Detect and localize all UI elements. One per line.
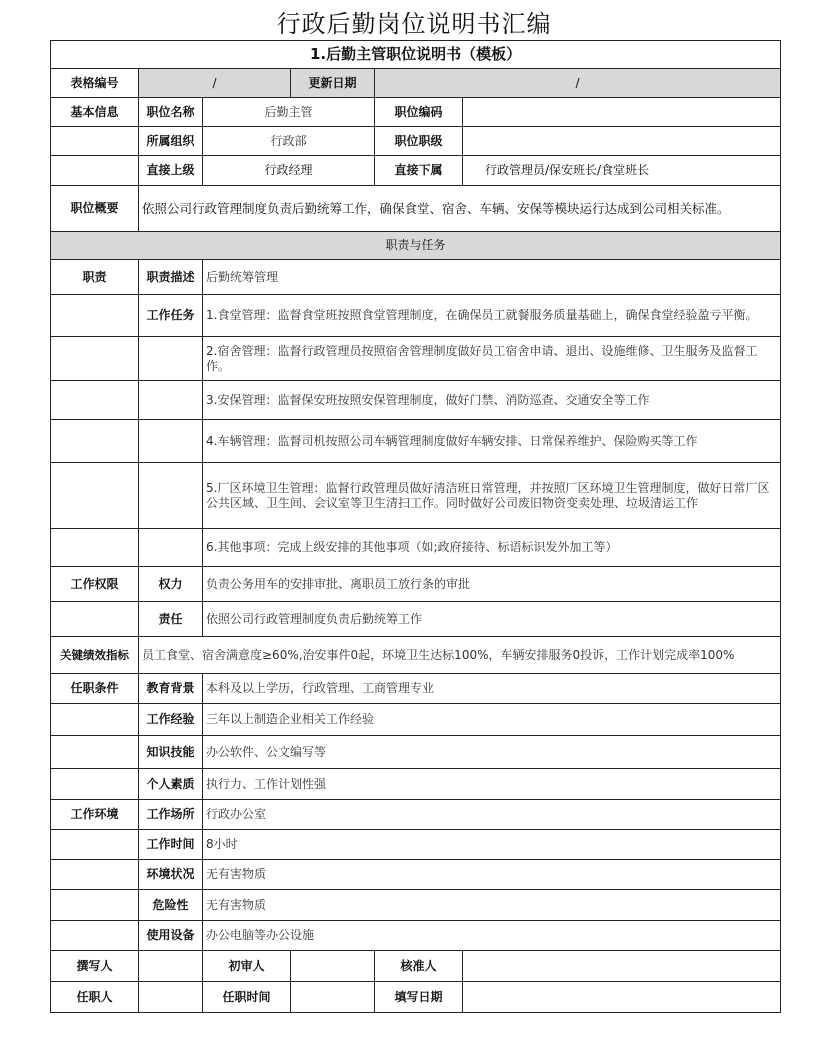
overview-label: 职位概要	[51, 186, 139, 232]
qualification-row	[51, 674, 781, 704]
subordinate-value[interactable]: 行政管理员/保安班长/食堂班长	[463, 156, 781, 186]
empty-cell	[51, 860, 139, 890]
kpi-text[interactable]: 员工食堂、宿舍满意度≥60%,治安事件0起，环境卫生达标100%，车辆安排服务0投诉，工作计划完成率100%	[139, 637, 781, 674]
duties-section-title: 职责与任务	[51, 232, 781, 260]
duty-desc-value[interactable]: 后勤统筹管理	[203, 260, 781, 295]
skills-value[interactable]: 办公软件、公文编写等	[203, 736, 781, 769]
task-row	[51, 337, 781, 381]
empty-cell	[51, 156, 139, 186]
form-title: 1.后勤主管职位说明书（模板）	[51, 41, 781, 69]
job-code-value[interactable]	[463, 98, 781, 127]
authority-duty-row	[51, 602, 781, 637]
basic-info-row-3	[51, 156, 781, 186]
form-no-label: 表格编号	[51, 69, 139, 98]
task-item[interactable]: 2.宿舍管理：监督行政管理员按照宿舍管理制度做好员工宿舍申请、退出、设施维修、卫生服务及监督工作。	[203, 337, 781, 381]
empty-cell	[51, 529, 139, 567]
equipment-label: 使用设备	[139, 921, 203, 951]
empty-cell	[51, 602, 139, 637]
workplace-value[interactable]: 行政办公室	[203, 800, 781, 830]
duties-section-row	[51, 232, 781, 260]
task-row	[51, 420, 781, 463]
duties-label: 职责	[51, 260, 139, 295]
superior-label: 直接上级	[139, 156, 203, 186]
environment-row	[51, 860, 781, 890]
hold-time-value[interactable]	[291, 982, 375, 1013]
environment-label: 工作环境	[51, 800, 139, 830]
update-date-value[interactable]: /	[375, 69, 781, 98]
authority-label: 工作权限	[51, 567, 139, 602]
env-condition-label: 环境状况	[139, 860, 203, 890]
empty-cell	[139, 463, 203, 529]
responsibility-value[interactable]: 依照公司行政管理制度负责后勤统筹工作	[203, 602, 781, 637]
authority-power-row	[51, 567, 781, 602]
form-meta-row	[51, 69, 781, 98]
qualification-row	[51, 704, 781, 736]
environment-row	[51, 830, 781, 860]
approver-label: 核准人	[375, 951, 463, 982]
job-level-label: 职位职级	[375, 127, 463, 156]
personal-quality-label: 个人素质	[139, 769, 203, 800]
empty-cell	[51, 463, 139, 529]
fill-date-value[interactable]	[463, 982, 781, 1013]
tasks-label: 工作任务	[139, 295, 203, 337]
task-row	[51, 529, 781, 567]
experience-value[interactable]: 三年以上制造企业相关工作经验	[203, 704, 781, 736]
empty-cell	[51, 890, 139, 921]
empty-cell	[139, 420, 203, 463]
empty-cell	[51, 295, 139, 337]
overview-text[interactable]: 依照公司行政管理制度负责后勤统筹工作，确保食堂、宿舍、车辆、安保等模块运行达成到公司相关标准。	[139, 186, 781, 232]
power-value[interactable]: 负责公务用车的安排审批、离职员工放行条的审批	[203, 567, 781, 602]
signoff-row	[51, 982, 781, 1013]
basic-info-label: 基本信息	[51, 98, 139, 127]
task-row	[51, 381, 781, 420]
risk-value[interactable]: 无有害物质	[203, 890, 781, 921]
subordinate-label: 直接下属	[375, 156, 463, 186]
form-no-value[interactable]: /	[139, 69, 291, 98]
qualification-row	[51, 769, 781, 800]
signoff-row	[51, 951, 781, 982]
environment-row	[51, 921, 781, 951]
job-level-value[interactable]	[463, 127, 781, 156]
task-item[interactable]: 1.食堂管理：监督食堂班按照食堂管理制度，在确保员工就餐服务质量基础上，确保食堂经验盈亏平衡。	[203, 295, 781, 337]
fill-date-label: 填写日期	[375, 982, 463, 1013]
qualification-row	[51, 736, 781, 769]
task-item[interactable]: 3.安保管理：监督保安班按照安保管理制度，做好门禁、消防巡查、交通安全等工作	[203, 381, 781, 420]
environment-row	[51, 890, 781, 921]
form-title-row	[51, 41, 781, 69]
empty-cell	[139, 337, 203, 381]
empty-cell	[51, 381, 139, 420]
risk-label: 危险性	[139, 890, 203, 921]
education-label: 教育背景	[139, 674, 203, 704]
reviewer-value[interactable]	[291, 951, 375, 982]
power-label: 权力	[139, 567, 203, 602]
job-code-label: 职位编码	[375, 98, 463, 127]
empty-cell	[139, 381, 203, 420]
responsibility-label: 责任	[139, 602, 203, 637]
qualification-label: 任职条件	[51, 674, 139, 704]
task-item[interactable]: 5.厂区环境卫生管理：监督行政管理员做好清洁班日常管理，并按照厂区环境卫生管理制度，做好日常厂区公共区域、卫生间、会议室等卫生清扫工作。同时做好公司废旧物资变卖处理、垃圾清运工作	[203, 463, 781, 529]
personal-quality-value[interactable]: 执行力、工作计划性强	[203, 769, 781, 800]
dept-label: 所属组织	[139, 127, 203, 156]
empty-cell	[51, 830, 139, 860]
work-hours-value[interactable]: 8小时	[203, 830, 781, 860]
workplace-label: 工作场所	[139, 800, 203, 830]
document-title: 行政后勤岗位说明书汇编	[276, 10, 552, 38]
overview-row	[51, 186, 781, 232]
env-condition-value[interactable]: 无有害物质	[203, 860, 781, 890]
empty-cell	[51, 736, 139, 769]
holder-label: 任职人	[51, 982, 139, 1013]
update-date-label: 更新日期	[291, 69, 375, 98]
duty-desc-label: 职责描述	[139, 260, 203, 295]
hold-time-label: 任职时间	[203, 982, 291, 1013]
empty-cell	[51, 337, 139, 381]
experience-label: 工作经验	[139, 704, 203, 736]
empty-cell	[51, 704, 139, 736]
approver-value[interactable]	[463, 951, 781, 982]
holder-value[interactable]	[139, 982, 203, 1013]
task-row	[51, 295, 781, 337]
kpi-label: 关键绩效指标	[51, 637, 139, 674]
empty-cell	[139, 529, 203, 567]
duty-desc-row	[51, 260, 781, 295]
empty-cell	[51, 921, 139, 951]
job-name-label: 职位名称	[139, 98, 203, 127]
writer-label: 撰写人	[51, 951, 139, 982]
empty-cell	[51, 127, 139, 156]
basic-info-row-1	[51, 98, 781, 127]
basic-info-row-2	[51, 127, 781, 156]
empty-cell	[51, 420, 139, 463]
task-item[interactable]: 4.车辆管理：监督司机按照公司车辆管理制度做好车辆安排、日常保养维护、保险购买等工作	[203, 420, 781, 463]
skills-label: 知识技能	[139, 736, 203, 769]
task-row	[51, 463, 781, 529]
job-name-value[interactable]: 后勤主管	[203, 98, 375, 127]
work-hours-label: 工作时间	[139, 830, 203, 860]
superior-value[interactable]: 行政经理	[203, 156, 375, 186]
equipment-value[interactable]: 办公电脑等办公设施	[203, 921, 781, 951]
job-description-form	[50, 40, 781, 1013]
reviewer-label: 初审人	[203, 951, 291, 982]
education-value[interactable]: 本科及以上学历，行政管理、工商管理专业	[203, 674, 781, 704]
writer-value[interactable]	[139, 951, 203, 982]
dept-value[interactable]: 行政部	[203, 127, 375, 156]
kpi-row	[51, 637, 781, 674]
empty-cell	[51, 769, 139, 800]
environment-row	[51, 800, 781, 830]
task-item[interactable]: 6.其他事项：完成上级安排的其他事项（如;政府接待、标语标识发外加工等）	[203, 529, 781, 567]
